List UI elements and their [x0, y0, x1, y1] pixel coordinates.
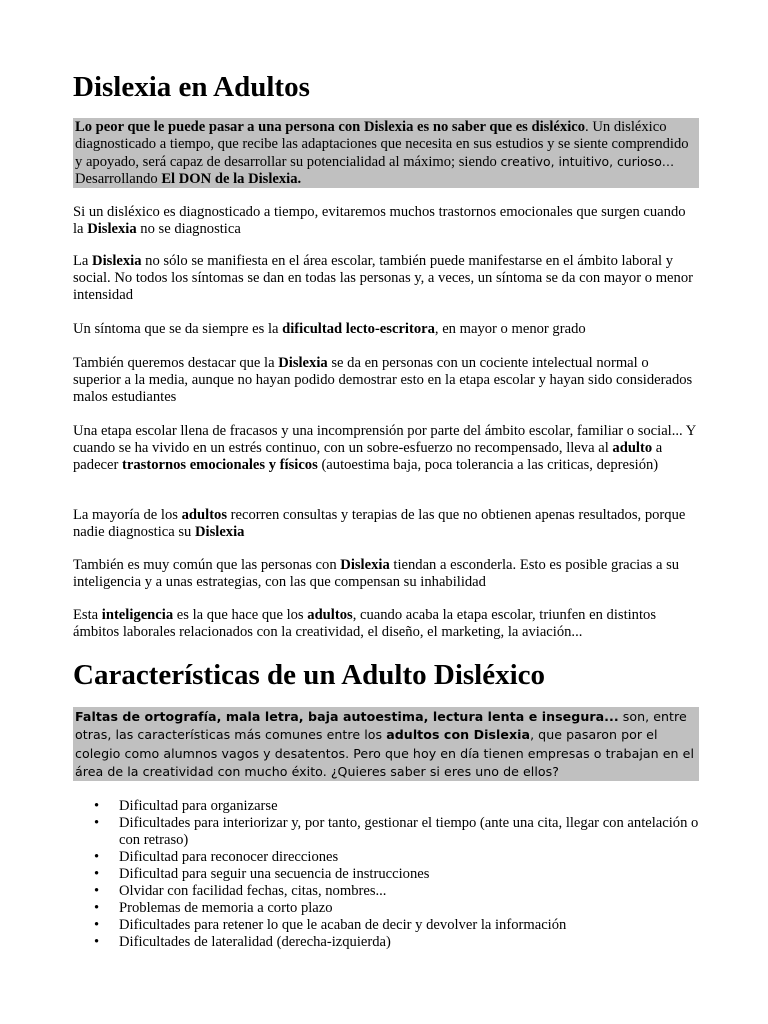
list-item-text: Olvidar con facilidad fechas, citas, nombres...	[119, 883, 387, 899]
section-title: Características de un Adulto Disléxico	[73, 659, 546, 691]
paragraph-bold: adulto	[612, 440, 653, 456]
paragraph-5	[73, 423, 699, 474]
list-item	[73, 900, 699, 917]
list-item-text: Dificultades para retener lo que le acaban de decir y devolver la información	[119, 917, 567, 933]
paragraph-4	[73, 355, 699, 406]
list-item	[73, 815, 699, 849]
intro-text: . Un disléxico diagnosticado a tiempo, que recibe las adaptaciones que necesita en sus estudios y se siente comprendido y apoyado, será capaz de desarrollar su potencialidad al máximo; siendo	[75, 119, 689, 170]
paragraph-1	[73, 204, 699, 238]
paragraph-bold: Dislexia	[87, 221, 137, 237]
list-item	[73, 849, 699, 866]
intro-bold-statement: Lo peor que le puede pasar a una persona con Dislexia es no saber que es disléxico	[75, 119, 586, 135]
paragraph-text: no se diagnostica	[136, 221, 241, 237]
paragraph-text: no sólo se manifiesta en el área escolar, también puede manifestarse en el ámbito laboral y social. No todos los síntomas se dan en todas las personas y, a veces, un síntoma se da con mayor o menor intensidad	[73, 253, 693, 303]
paragraph-text: También es muy común que las personas con	[73, 557, 341, 573]
list-item-text: Dificultad para organizarse	[119, 798, 278, 814]
paragraph-text: , en mayor o menor grado	[434, 321, 586, 337]
paragraph-text: recorren consultas y terapias de las que no obtienen apenas resultados, porque nadie diagnostica su	[73, 507, 686, 540]
paragraph-6	[73, 507, 699, 541]
bullet-icon: •	[94, 900, 100, 916]
paragraph-bold: Dislexia	[92, 253, 142, 269]
paragraph-7	[73, 557, 699, 591]
list-item-text: Dificultades para interiorizar y, por tanto, gestionar el tiempo (ante una cita, llegar con antelación o con retraso)	[119, 815, 699, 848]
paragraph-text: Si un disléxico es diagnosticado a tiempo, evitaremos muchos trastornos emocionales que surgen cuando la	[73, 204, 686, 237]
bullet-icon: •	[94, 883, 100, 899]
paragraph-bold: Dislexia	[340, 557, 390, 573]
list-item	[73, 917, 699, 934]
paragraph-text: Esta	[73, 607, 102, 623]
highlighted-characteristics-box	[73, 707, 699, 781]
paragraph-8	[73, 607, 699, 641]
list-item	[73, 934, 699, 951]
paragraph-text: Un síntoma que se da siempre es la	[73, 321, 283, 337]
characteristics-bold: adultos con Dislexia	[386, 727, 531, 743]
bullet-icon: •	[94, 815, 100, 831]
paragraph-3	[73, 321, 699, 338]
highlighted-intro-box	[73, 118, 699, 188]
characteristics-text: son, entre otras, las características más comunes entre los	[75, 709, 687, 743]
list-item	[73, 883, 699, 900]
list-item-text: Dificultades de lateralidad (derecha-izquierda)	[119, 934, 391, 950]
bullet-icon: •	[94, 917, 100, 933]
characteristics-bold-intro: Faltas de ortografía, mala letra, baja autoestima, lectura lenta e insegura...	[75, 709, 619, 724]
paragraph-bold: dificultad lecto-escritora	[282, 321, 435, 337]
bullet-icon: •	[94, 798, 100, 814]
intro-text-2: Desarrollando	[75, 171, 162, 187]
paragraph-text: es la que hace que los	[173, 607, 308, 623]
list-item	[73, 866, 699, 883]
paragraph-text: se da en personas con un cociente intelectual normal o superior a la media, aunque no hayan podido demostrar esto en la etapa escolar y hayan sido considerados malos estudiantes	[73, 355, 693, 405]
paragraph-text: , cuando acaba la etapa escolar, triunfen en distintos ámbitos laborales relacionados con la creatividad, el diseño, el marketing, la aviación...	[73, 607, 657, 640]
paragraph-2	[73, 253, 699, 304]
paragraph-bold: Dislexia	[278, 355, 328, 371]
paragraph-text: Una etapa escolar llena de fracasos y una incomprensión por parte del ámbito escolar, familiar o social... Y cuando se ha vivido en un estrés continuo, con un sobre-esfuerzo no recompensado, lleva al	[73, 423, 696, 456]
paragraph-text: a padecer	[73, 440, 663, 473]
characteristics-list	[73, 798, 699, 951]
paragraph-text: También queremos destacar que la	[73, 355, 279, 371]
bullet-icon: •	[94, 849, 100, 865]
paragraph-bold: trastornos emocionales y físicos	[122, 457, 318, 473]
intro-sans-text: creativo, intuitivo, curioso…	[500, 154, 675, 169]
list-item	[73, 798, 699, 815]
bullet-icon: •	[94, 866, 100, 882]
paragraph-bold: Dislexia	[195, 524, 245, 540]
paragraph-text: La	[73, 253, 93, 269]
paragraph-text: La mayoría de los	[73, 507, 182, 523]
page-title: Dislexia en Adultos	[73, 71, 310, 103]
list-item-text: Dificultad para reconocer direcciones	[119, 849, 339, 865]
paragraph-bold: inteligencia	[101, 607, 174, 623]
paragraph-bold: adultos	[181, 507, 228, 523]
paragraph-bold: adultos	[307, 607, 353, 623]
paragraph-text: (autoestima baja, poca tolerancia a las criticas, depresión)	[317, 457, 659, 473]
characteristics-text-2: , que pasaron por el colegio como alumnos vagos y desatentos. Pero que hoy en día tienen empresas o trabajan en el área de la creatividad con mucho éxito. ¿Quieres saber si eres uno de ellos?	[75, 727, 694, 779]
list-item-text: Dificultad para seguir una secuencia de instrucciones	[119, 866, 430, 882]
bullet-icon: •	[94, 934, 100, 950]
list-item-text: Problemas de memoria a corto plazo	[119, 900, 333, 916]
paragraph-text: tiendan a esconderla. Esto es posible gracias a su inteligencia y a unas estrategias, con las que compensan su inhabilidad	[73, 557, 680, 590]
intro-bold-end: El DON de la Dislexia.	[161, 171, 302, 187]
